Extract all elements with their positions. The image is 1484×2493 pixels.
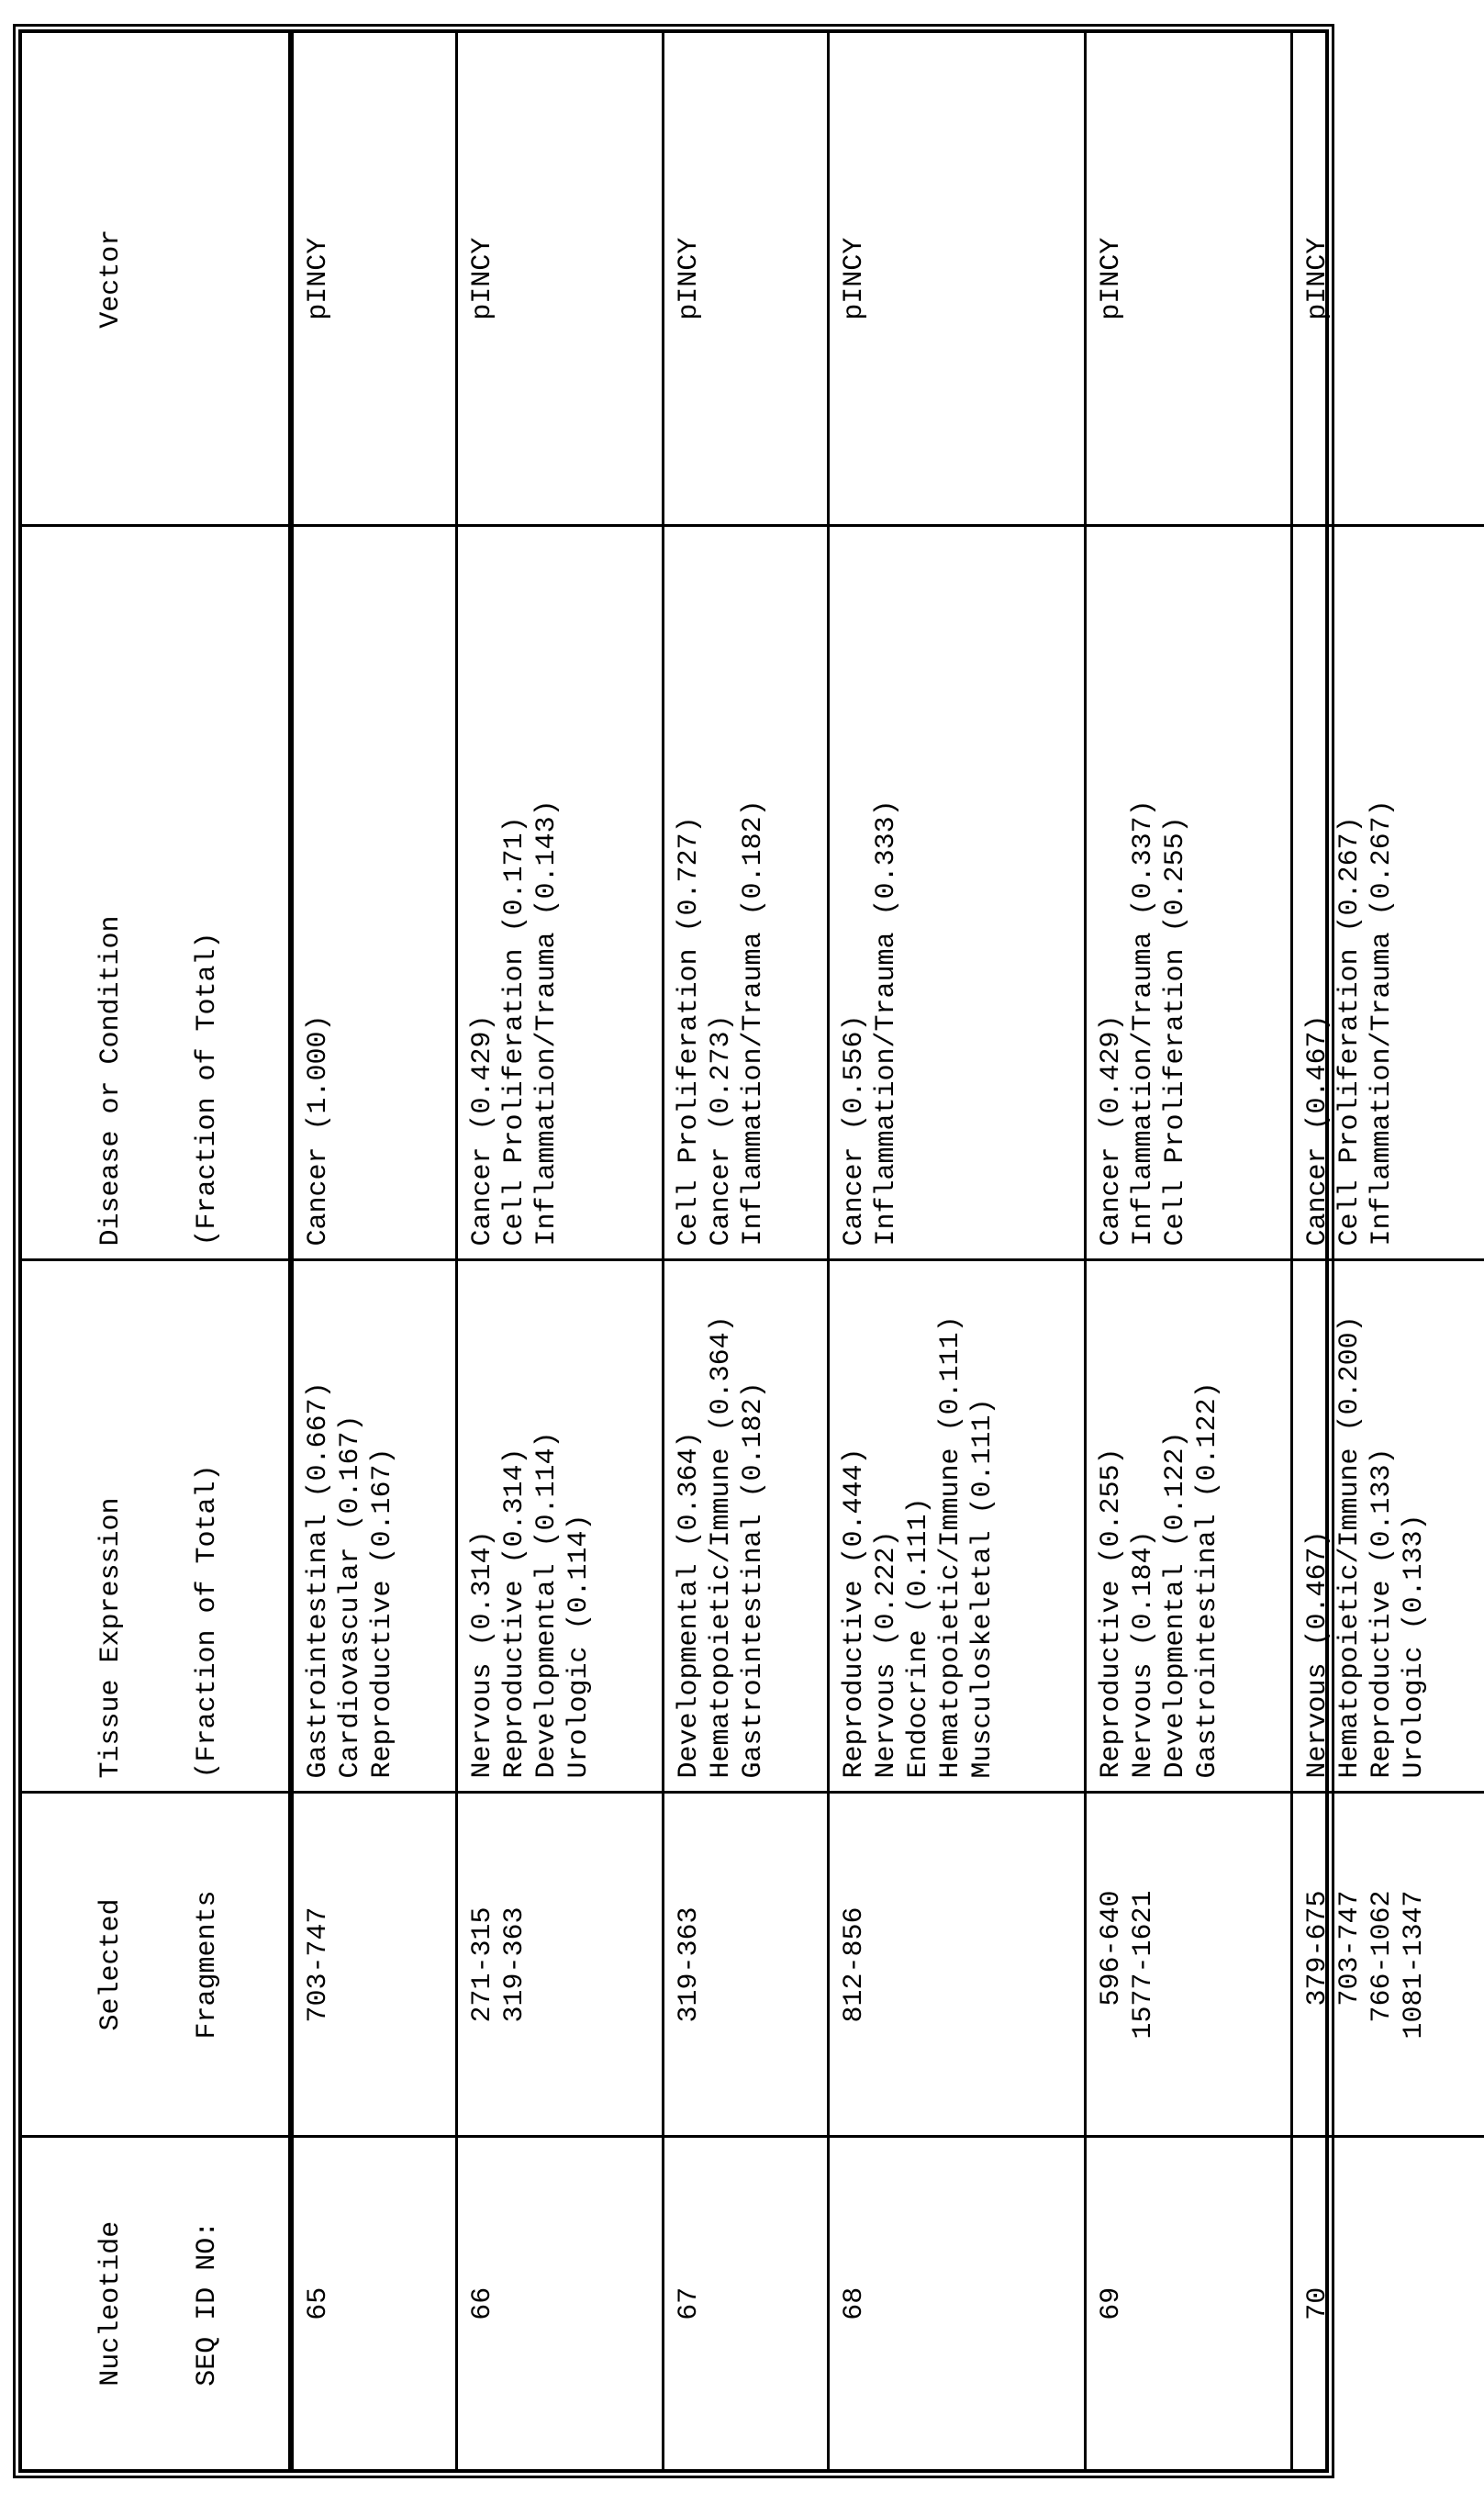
disease-entry: Cell Proliferation (0.267): [1333, 816, 1366, 1246]
tissue-entry: Urologic (0.114): [563, 1514, 595, 1779]
table-row: [828, 33, 1085, 2469]
seq-id-cell: [291, 2137, 456, 2469]
disease-cell: [1085, 526, 1291, 1260]
tissue-entry: Cardiovascular (0.167): [335, 1414, 366, 1779]
vector-value: pINCY: [1095, 237, 1127, 320]
disease-entry: Cancer (0.273): [705, 1014, 737, 1246]
disease-entry: Cell Proliferation (0.727): [673, 816, 705, 1246]
tissue-cell: [1291, 1260, 1484, 1793]
tissue-entry: Hematopoietic/Immune (0.111): [934, 1315, 966, 1779]
tissue-cell: [456, 1260, 663, 1793]
rotated-page: [13, 24, 1430, 2478]
fragments-list: [839, 1906, 871, 2022]
fragment-range: 319-363: [673, 1906, 705, 2023]
seq-id-value: 70: [1301, 2286, 1333, 2320]
table-body: [291, 33, 1484, 2469]
header-row: [22, 33, 291, 2469]
vector-value: pINCY: [303, 237, 334, 320]
vector-cell: [1291, 33, 1484, 526]
seq-id-value: 68: [838, 2286, 870, 2320]
tissue-entry: Nervous (0.467): [1301, 1530, 1333, 1779]
fragments-list: [1096, 1890, 1160, 2039]
disease-cell: [1291, 526, 1484, 1260]
tissue-entry: Gastrointestinal (0.667): [303, 1381, 334, 1779]
fragments-cell: [663, 1793, 828, 2137]
seq-id-value: 69: [1095, 2286, 1127, 2320]
vector-cell: [663, 33, 828, 526]
header-disease: [22, 526, 291, 1260]
fragment-range: 812-856: [838, 1906, 870, 2023]
fragments-cell: [828, 1793, 1085, 2137]
tissue-entry: Musculoskeletal (0.111): [966, 1398, 999, 1779]
header-tissue-line1: Tissue Expression: [95, 1497, 127, 1779]
fragment-range: 379-675: [1301, 1890, 1333, 2007]
vector-value: pINCY: [673, 237, 705, 320]
fragments-cell: [1085, 1793, 1291, 2137]
disease-entry: Cancer (0.467): [1301, 1014, 1333, 1246]
disease-entry: Cancer (1.000): [303, 1014, 334, 1246]
disease-entry: Cancer (0.429): [1095, 1014, 1127, 1246]
header-tissue: [22, 1260, 291, 1793]
tissue-cell: [828, 1260, 1085, 1793]
fragments-list: [674, 1906, 706, 2022]
fragment-range: 596-640: [1095, 1890, 1127, 2007]
disease-cell: [291, 526, 456, 1260]
header-fragments-line1: Selected: [95, 1898, 127, 2031]
vector-value: pINCY: [838, 237, 870, 320]
tissue-entry: Nervous (0.314): [466, 1530, 498, 1779]
tissue-entry: Hematopoietic/Immune (0.364): [705, 1315, 737, 1779]
tissue-entry: Endocrine (0.111): [902, 1497, 934, 1779]
disease-entry: Inflammation/Trauma (0.182): [737, 799, 769, 1246]
seq-id-value: 66: [466, 2286, 498, 2320]
vector-cell: [456, 33, 663, 526]
header-vector-line1: Vector: [95, 229, 127, 329]
fragments-cell: [291, 1793, 456, 2137]
header-vector: [22, 33, 291, 526]
disease-entry: Cell Proliferation (0.171): [498, 816, 530, 1246]
header-fragments: [22, 1793, 291, 2137]
disease-cell: [828, 526, 1085, 1260]
tissue-entry: Reproductive (0.167): [367, 1448, 398, 1779]
fragment-range: 1577-1621: [1127, 1890, 1159, 2040]
tissue-entry: Developmental (0.114): [530, 1431, 563, 1779]
tissue-entry: Urologic (0.133): [1398, 1514, 1430, 1779]
disease-entry: Inflammation/Trauma (0.143): [530, 799, 563, 1246]
fragment-range: 1081-1347: [1398, 1890, 1430, 2040]
tissue-entry: Nervous (0.222): [870, 1530, 902, 1779]
vector-cell: [291, 33, 456, 526]
tissue-entry: Reproductive (0.314): [498, 1448, 530, 1779]
fragments-list: [1302, 1890, 1431, 2039]
tissue-cell: [663, 1260, 828, 1793]
seq-id-value: 67: [673, 2286, 705, 2320]
header-seq-id-line2: SEQ ID NO:: [192, 2220, 223, 2387]
disease-cell: [663, 526, 828, 1260]
fragments-cell: [1291, 1793, 1484, 2137]
table-row: [663, 33, 828, 2469]
expression-table: [22, 33, 1484, 2469]
vector-cell: [828, 33, 1085, 526]
disease-entry: Inflammation/Trauma (0.337): [1127, 799, 1159, 1246]
tissue-entry: Developmental (0.122): [1159, 1431, 1191, 1779]
fragment-range: 703-747: [303, 1906, 334, 2023]
fragments-cell: [456, 1793, 663, 2137]
header-disease-line2: (Fraction of Total): [192, 932, 223, 1246]
disease-entry: Inflammation/Trauma (0.333): [870, 799, 902, 1246]
vector-value: pINCY: [466, 237, 498, 320]
tissue-cell: [1085, 1260, 1291, 1793]
header-disease-line1: Disease or Condition: [95, 915, 127, 1246]
table-inner-border: [18, 29, 1430, 2473]
header-fragments-line2: Fragments: [192, 1890, 223, 2040]
fragments-list: [303, 1906, 335, 2022]
table-row: [456, 33, 663, 2469]
tissue-entry: Reproductive (0.133): [1366, 1448, 1398, 1779]
tissue-entry: Gastrointestinal (0.122): [1191, 1381, 1223, 1779]
disease-cell: [456, 526, 663, 1260]
tissue-entry: Nervous (0.184): [1127, 1530, 1159, 1779]
fragment-range: 766-1062: [1366, 1890, 1398, 2023]
table-row: [291, 33, 456, 2469]
disease-entry: Cancer (0.429): [466, 1014, 498, 1246]
tissue-entry: Gastrointestinal (0.182): [737, 1381, 769, 1779]
seq-id-cell: [828, 2137, 1085, 2469]
fragment-range: 319-363: [498, 1906, 530, 2023]
seq-id-cell: [456, 2137, 663, 2469]
fragment-range: 271-315: [466, 1906, 498, 2023]
disease-entry: Inflammation/Trauma (0.267): [1366, 799, 1398, 1246]
vector-value: pINCY: [1301, 237, 1333, 320]
disease-entry: Cell Proliferation (0.255): [1159, 816, 1191, 1246]
tissue-entry: Reproductive (0.444): [838, 1448, 870, 1779]
seq-id-cell: [1291, 2137, 1484, 2469]
fragment-range: 703-747: [1333, 1890, 1366, 2007]
tissue-entry: Hematopoietic/Immune (0.200): [1333, 1315, 1366, 1779]
table-row: [1085, 33, 1291, 2469]
table-row: [1291, 33, 1484, 2469]
fragments-list: [467, 1906, 531, 2022]
vector-cell: [1085, 33, 1291, 526]
header-seq-id: [22, 2137, 291, 2469]
header-tissue-line2: (Fraction of Total): [192, 1464, 223, 1779]
tissue-entry: Developmental (0.364): [673, 1431, 705, 1779]
disease-entry: Cancer (0.556): [838, 1014, 870, 1246]
tissue-cell: [291, 1260, 456, 1793]
seq-id-cell: [1085, 2137, 1291, 2469]
tissue-entry: Reproductive (0.255): [1095, 1448, 1127, 1779]
header-seq-id-line1: Nucleotide: [95, 2220, 127, 2387]
seq-id-cell: [663, 2137, 828, 2469]
seq-id-value: 65: [303, 2286, 334, 2320]
